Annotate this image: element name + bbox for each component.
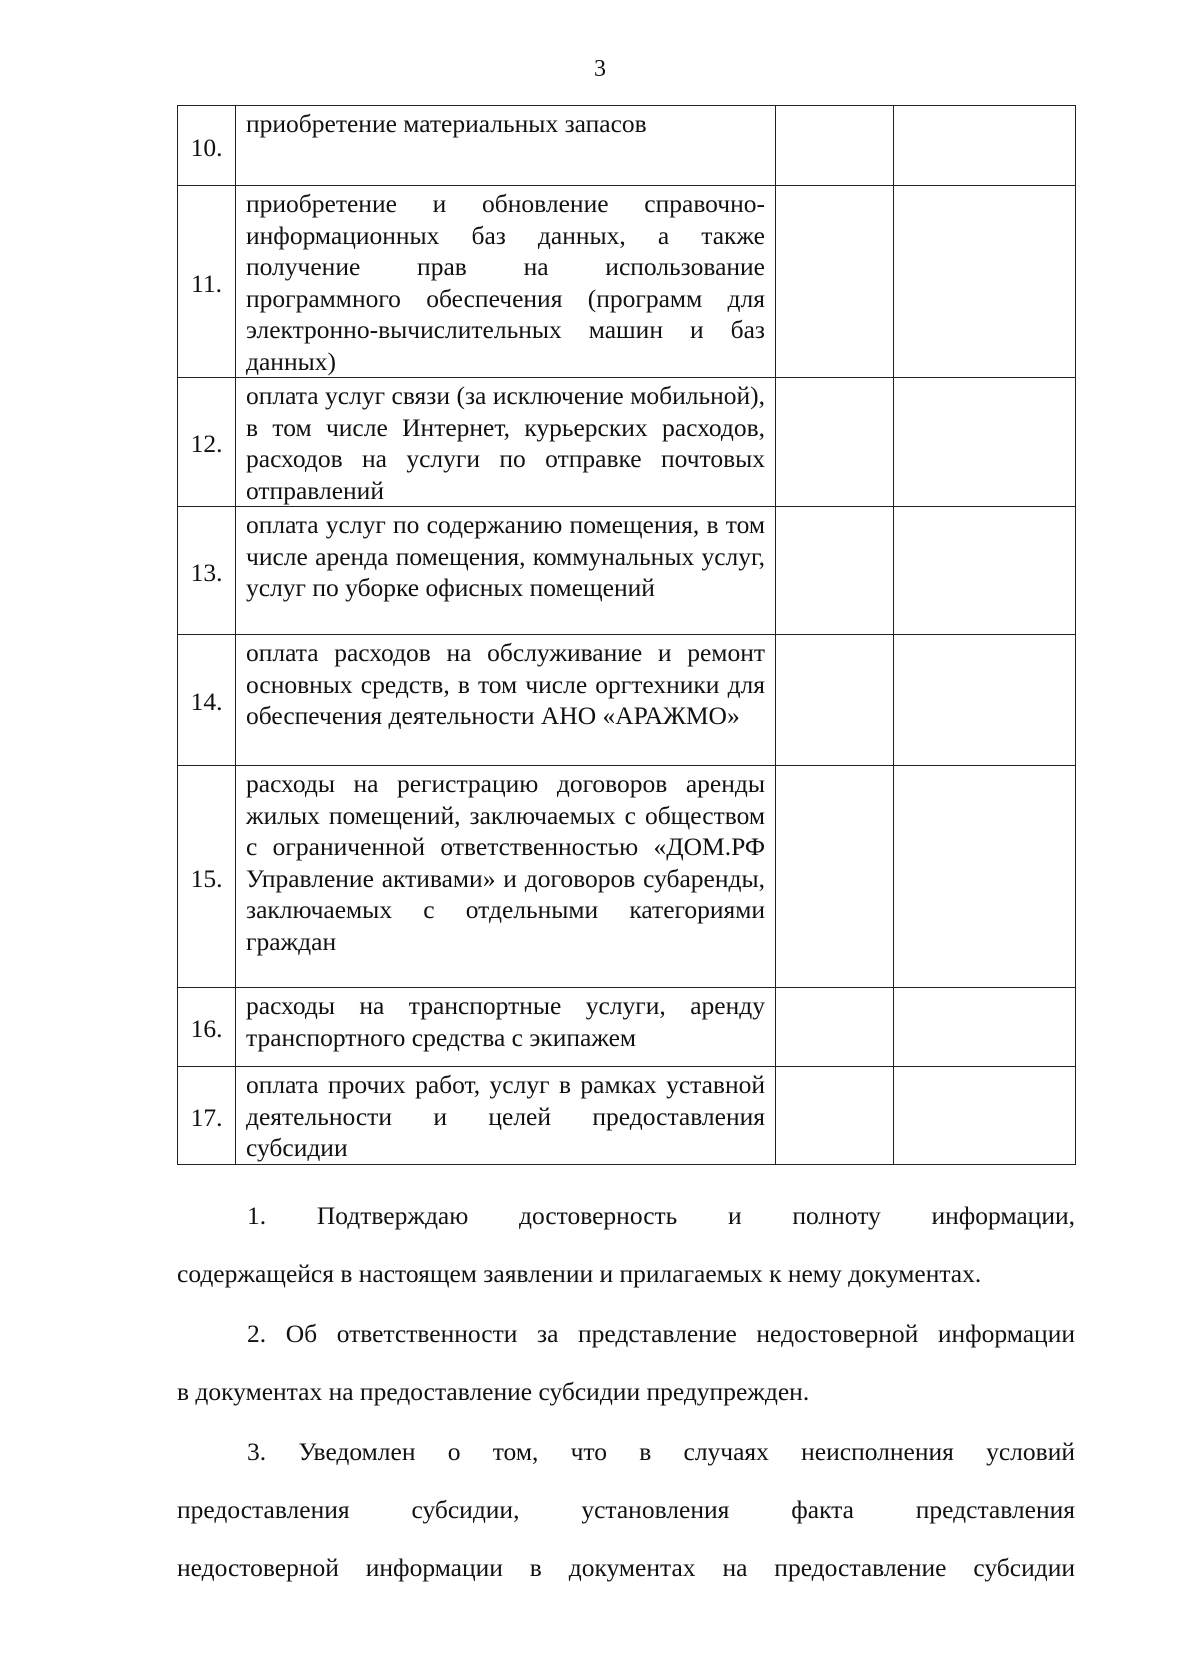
table-row bbox=[178, 988, 1076, 1067]
row-description: оплата услуг по содержанию помещения, в том числе аренда помещения, коммунальных услуг, услуг по уборке офисных помещений bbox=[236, 507, 776, 635]
amount-cell bbox=[776, 635, 894, 766]
table-row bbox=[178, 507, 1076, 635]
row-description: приобретение материальных запасов bbox=[236, 106, 776, 186]
note-cell bbox=[894, 766, 1076, 988]
amount-cell bbox=[776, 1067, 894, 1165]
note-cell bbox=[894, 635, 1076, 766]
table-row bbox=[178, 635, 1076, 766]
expense-items-table bbox=[177, 105, 1076, 1165]
statement-1-line-1: 1. Подтверждаю достоверность и полноту информации, bbox=[247, 1201, 1075, 1230]
row-number: 10. bbox=[178, 106, 236, 186]
table-row bbox=[178, 106, 1076, 186]
row-number: 17. bbox=[178, 1067, 236, 1165]
amount-cell bbox=[776, 378, 894, 507]
row-description: расходы на регистрацию договоров аренды жилых помещений, заключаемых с обществом с ограниченной ответственностью «ДОМ.РФ Управление активами» и договоров субаренды, заключаемых с отдельными категориями граждан bbox=[236, 766, 776, 988]
statement-2-line-1: 2. Об ответственности за представление недостоверной информации bbox=[247, 1319, 1075, 1348]
row-description: оплата услуг связи (за исключение мобильной), в том числе Интернет, курьерских расходов, расходов на услуги по отправке почтовых отправлений bbox=[236, 378, 776, 507]
statement-3 bbox=[177, 1423, 1075, 1597]
row-description: оплата расходов на обслуживание и ремонт основных средств, в том числе оргтехники для обеспечения деятельности АНО «АРАЖМО» bbox=[236, 635, 776, 766]
amount-cell bbox=[776, 988, 894, 1067]
row-number: 14. bbox=[178, 635, 236, 766]
statement-3-line-1: 3. Уведомлен о том, что в случаях неисполнения условий bbox=[247, 1437, 1075, 1466]
row-number: 11. bbox=[178, 186, 236, 378]
statement-2 bbox=[177, 1305, 1075, 1421]
amount-cell bbox=[776, 766, 894, 988]
note-cell bbox=[894, 106, 1076, 186]
table-row bbox=[178, 1067, 1076, 1165]
statement-3-line-3: недостоверной информации в документах на предоставление субсидии bbox=[177, 1553, 1075, 1582]
table-row bbox=[178, 186, 1076, 378]
note-cell bbox=[894, 186, 1076, 378]
note-cell bbox=[894, 1067, 1076, 1165]
statement-2-line-2: в документах на предоставление субсидии предупрежден. bbox=[177, 1377, 810, 1406]
statement-1 bbox=[177, 1187, 1075, 1303]
note-cell bbox=[894, 988, 1076, 1067]
statement-3-line-2: предоставления субсидии, установления факта представления bbox=[177, 1495, 1075, 1524]
row-number: 13. bbox=[178, 507, 236, 635]
page-number: 3 bbox=[594, 56, 606, 82]
row-number: 15. bbox=[178, 766, 236, 988]
table-row bbox=[178, 766, 1076, 988]
row-number: 12. bbox=[178, 378, 236, 507]
amount-cell bbox=[776, 186, 894, 378]
statement-1-line-2: содержащейся в настоящем заявлении и прилагаемых к нему документах. bbox=[177, 1259, 982, 1288]
row-description: оплата прочих работ, услуг в рамках уставной деятельности и целей предоставления субсидии bbox=[236, 1067, 776, 1165]
amount-cell bbox=[776, 106, 894, 186]
amount-cell bbox=[776, 507, 894, 635]
row-description: приобретение и обновление справочно-информационных баз данных, а также получение прав на использование программного обеспечения (программ для электронно-вычислительных машин и баз данных) bbox=[236, 186, 776, 378]
row-number: 16. bbox=[178, 988, 236, 1067]
note-cell bbox=[894, 507, 1076, 635]
note-cell bbox=[894, 378, 1076, 507]
table-row bbox=[178, 378, 1076, 507]
row-description: расходы на транспортные услуги, аренду транспортного средства с экипажем bbox=[236, 988, 776, 1067]
